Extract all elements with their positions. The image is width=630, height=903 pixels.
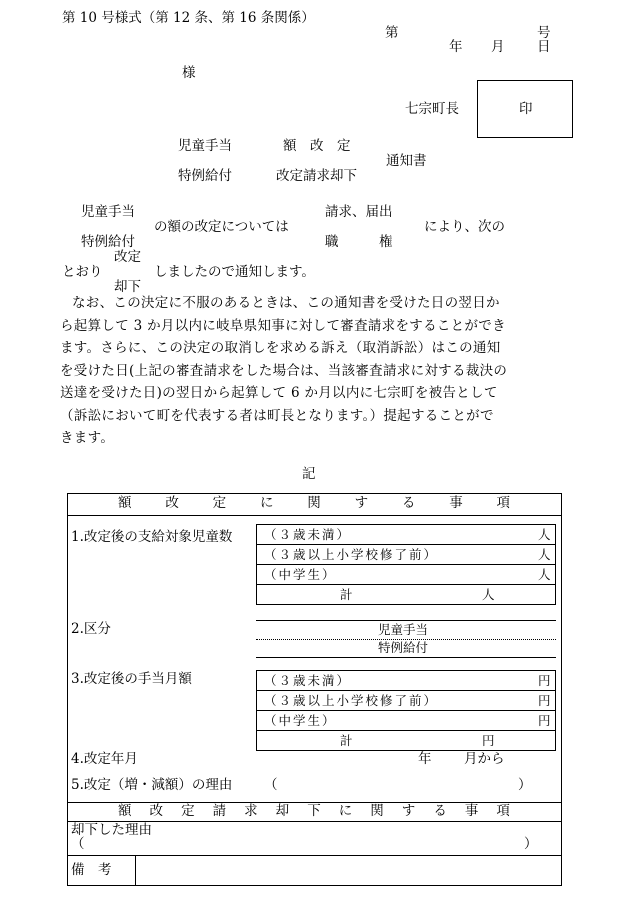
section2-header-char: に: [338, 803, 353, 819]
row1-item-unit: 人: [538, 547, 551, 562]
rejection-paren-open: （: [71, 836, 85, 852]
section2-header-char: 定: [181, 803, 195, 819]
notice-line: ます。さらに、この決定の取消しを求める訴え（取消訴訟）はこの通知: [60, 340, 501, 356]
section2-header-char: 請: [212, 803, 227, 819]
intro-shokken: 職 権: [325, 234, 393, 250]
section1-header-char: 項: [496, 495, 510, 511]
divider: [256, 690, 556, 691]
row1-total-label: 計: [340, 587, 353, 602]
title-jido-teate: 児童手当: [178, 138, 232, 154]
row3-item-unit: 円: [538, 713, 551, 728]
notice-line: ら起算して 3 か月以内に岐阜県知事に対して審査請求をすることができ: [60, 318, 506, 334]
section2-header-char: 事: [464, 803, 479, 819]
row4-month-from: 月から: [464, 751, 505, 767]
section2-header-char: 額: [118, 803, 132, 819]
remarks-label: 備 考: [71, 862, 112, 878]
row2-label: 2.区分: [71, 621, 111, 637]
row3-total-label: 計: [340, 733, 353, 748]
row1-item-unit: 人: [538, 527, 551, 542]
row3-total-unit: 円: [482, 733, 495, 748]
row4-label: 4.改定年月: [71, 751, 138, 767]
intro-gaku-no-kaitei: の額の改定については: [154, 219, 289, 235]
intro-toori: とおり: [62, 264, 103, 280]
doc-number-suffix: 号: [537, 25, 551, 41]
intro-kaitei: 改定: [114, 249, 141, 265]
row1-item-label: （３歳未満）: [264, 527, 352, 542]
section2-header-char: 関: [370, 803, 384, 819]
rejection-reason-label: 却下した理由: [71, 822, 152, 838]
form-title: 第 10 号様式（第 12 条、第 16 条関係）: [62, 10, 315, 26]
notice-paragraph: [60, 297, 555, 447]
ki-heading: 記: [302, 466, 316, 482]
addressee-honorific: 様: [182, 65, 196, 81]
section1-header-char: る: [401, 495, 416, 511]
remarks-divider: [135, 855, 136, 886]
divider: [256, 710, 556, 711]
intro-tokurei-kyufu: 特例給付: [81, 234, 135, 250]
title-gaku-kaitei: 額 改 定: [283, 138, 351, 154]
title-tsuchisho: 通知書: [386, 153, 427, 169]
notice-line: を受けた日(上記の審査請求をした場合は、当該審査請求に対する裁決の: [60, 363, 508, 379]
row1-item-label: （中学生）: [264, 567, 337, 582]
section1-header-char: 関: [307, 495, 321, 511]
notice-line: きます。: [60, 430, 115, 446]
divider: [256, 620, 556, 621]
section1-header-char: 事: [449, 495, 463, 511]
row1-item-unit: 人: [538, 567, 551, 582]
row3-item-unit: 円: [538, 673, 551, 688]
intro-niyori: により、次の: [424, 219, 505, 235]
section1-header-char: に: [259, 495, 274, 511]
title-kaitei-kyakka: 改定請求却下: [276, 168, 357, 184]
date-month: 月: [491, 39, 505, 55]
row3-label: 3.改定後の手当月額: [71, 671, 192, 687]
row1-total-unit: 人: [482, 587, 495, 602]
intro-tsuchi: しましたので通知します。: [154, 264, 315, 280]
section2-header: [118, 805, 510, 819]
doc-number-prefix: 第: [385, 25, 399, 41]
divider: [67, 515, 562, 516]
section1-header-char: す: [354, 495, 369, 511]
notice-line: なお、この決定に不服のあるときは、この通知書を受けた日の翌日か: [72, 295, 500, 311]
row4-year: 年: [418, 751, 432, 767]
section2-header-char: る: [433, 803, 447, 819]
divider: [256, 657, 556, 658]
section1-header: [118, 497, 510, 511]
section2-header-char: す: [401, 803, 416, 819]
intro-kyakka: 却下: [114, 279, 141, 295]
section2-header-char: 求: [244, 803, 258, 819]
row5-paren-close: ）: [518, 777, 532, 793]
date-day: 日: [537, 39, 551, 55]
divider: [256, 730, 556, 731]
section1-header-char: 定: [212, 495, 227, 511]
notice-line: （訴訟において町を代表する者は町長となります。）提起することがで: [60, 408, 494, 424]
issuer-name: 七宗町長: [405, 101, 459, 117]
row3-item-label: （３歳以上小学校修了前）: [264, 693, 439, 708]
notice-line: 送達を受けた日)の翌日から起算して 6 か月以内に七宗町を被告として: [60, 385, 498, 401]
intro-jido-teate: 児童手当: [81, 204, 135, 220]
section1-header-char: 額: [118, 495, 132, 511]
divider: [256, 584, 556, 585]
row1-label: 1.改定後の支給対象児童数: [71, 529, 233, 545]
row5-paren-open: （: [264, 777, 278, 793]
section2-header-char: 却: [275, 803, 290, 819]
row2-option-tokurei-kyufu: 特例給付: [378, 640, 429, 655]
divider: [67, 855, 562, 856]
section2-header-char: 改: [149, 803, 164, 819]
row2-option-jido-teate: 児童手当: [378, 622, 429, 637]
row3-item-label: （中学生）: [264, 713, 337, 728]
row3-item-label: （３歳未満）: [264, 673, 352, 688]
row1-item-label: （３歳以上小学校修了前）: [264, 547, 439, 562]
section2-header-char: 下: [307, 803, 321, 819]
seal-box: [477, 80, 573, 138]
intro-seikyu-todokede: 請求、届出: [325, 204, 393, 220]
date-year: 年: [449, 39, 463, 55]
rejection-paren-close: ）: [524, 836, 538, 852]
divider: [256, 564, 556, 565]
section1-header-char: 改: [165, 495, 179, 511]
row5-label: 5.改定（増・減額）の理由: [71, 777, 233, 793]
divider: [256, 544, 556, 545]
section2-header-char: 項: [496, 803, 510, 819]
seal-mark: 印: [519, 101, 533, 117]
title-tokurei-kyufu: 特例給付: [178, 168, 232, 184]
row3-item-unit: 円: [538, 693, 551, 708]
